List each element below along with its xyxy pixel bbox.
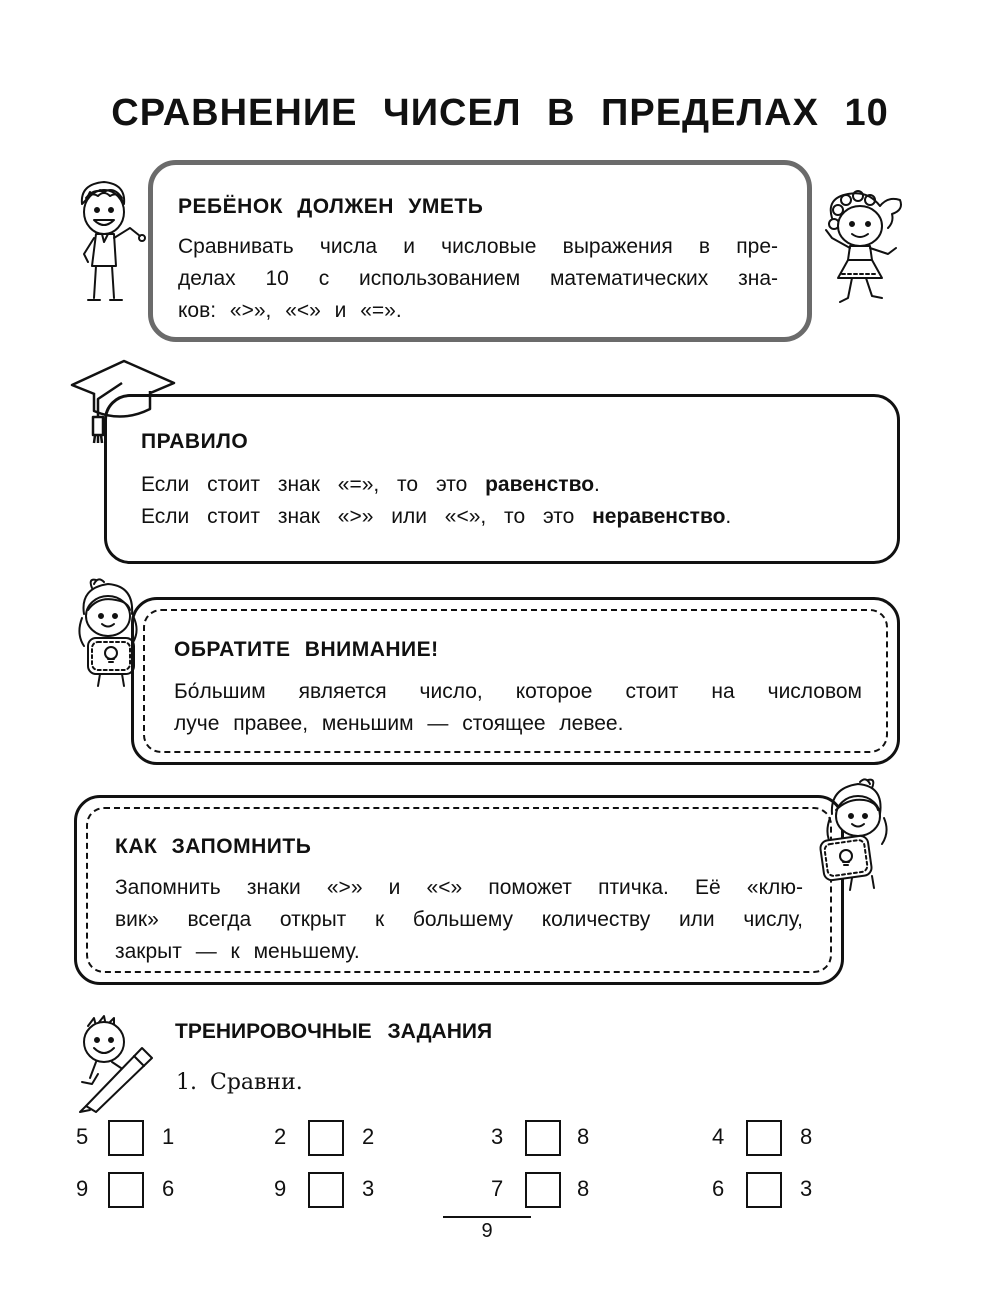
left-number: 7: [491, 1176, 504, 1201]
right-number: 3: [362, 1176, 375, 1201]
answer-box[interactable]: [525, 1120, 561, 1156]
girl-icon: [818, 188, 913, 308]
rule-term-inequality: неравенство: [592, 505, 726, 528]
attention-text: [174, 676, 862, 740]
right-number: 8: [577, 1176, 590, 1201]
rule-line-1: [141, 469, 731, 501]
remember-heading: КАК ЗАПОМНИТЬ: [115, 835, 312, 858]
skills-line-2: делах 10 с использованием математических зна-: [178, 267, 778, 290]
rule-line-2-end: .: [725, 505, 732, 528]
rule-line-2: [141, 501, 731, 533]
right-number: 1: [162, 1124, 175, 1149]
answer-box[interactable]: [746, 1120, 782, 1156]
page-number-rule: [443, 1216, 531, 1218]
rule-line-1-text: Если стоит знак «=», то это: [141, 473, 468, 496]
boy-icon: [70, 178, 150, 308]
girl-with-lightbulb-sign-icon: [818, 774, 898, 894]
rule-box: [104, 394, 900, 564]
attention-line-2: луче правее, меньшим — стоящее левее.: [174, 712, 624, 735]
remember-line-1: Запомнить знаки «>» и «<» поможет птичка. Её «клю-: [115, 876, 803, 899]
remember-line-2: вик» всегда открыт к большему количеству или числу,: [115, 908, 803, 931]
skills-box: [148, 160, 812, 342]
attention-heading: ОБРАТИТЕ ВНИМАНИЕ!: [174, 638, 439, 661]
attention-box: [131, 597, 900, 765]
skills-line-3: ков: «>», «<» и «=».: [178, 299, 402, 322]
training-heading: ТРЕНИРОВОЧНЫЕ ЗАДАНИЯ: [175, 1020, 493, 1043]
left-number: 4: [712, 1124, 725, 1149]
answer-box[interactable]: [308, 1172, 344, 1208]
task-1-prompt: 1. Сравни.: [176, 1070, 303, 1095]
right-number: 8: [577, 1124, 590, 1149]
left-number: 6: [712, 1176, 725, 1201]
attention-line-1: Бо́льшим является число, которое стоит на числовом: [174, 680, 862, 703]
left-number: 2: [274, 1124, 287, 1149]
left-number: 9: [76, 1176, 89, 1201]
right-number: 3: [800, 1176, 813, 1201]
right-number: 6: [162, 1176, 175, 1201]
remember-text: [115, 872, 803, 968]
answer-box[interactable]: [108, 1172, 144, 1208]
remember-line-3: закрыт — к меньшему.: [115, 940, 360, 963]
rule-heading: ПРАВИЛО: [141, 430, 249, 453]
answer-box[interactable]: [525, 1172, 561, 1208]
rule-line-1-end: .: [594, 473, 600, 496]
right-number: 2: [362, 1124, 375, 1149]
answer-box[interactable]: [308, 1120, 344, 1156]
right-number: 8: [800, 1124, 813, 1149]
skills-text: [178, 231, 778, 327]
page-number: 9: [481, 1220, 493, 1242]
remember-box: [74, 795, 844, 985]
left-number: 3: [491, 1124, 504, 1149]
rule-text: [141, 469, 731, 533]
answer-box[interactable]: [108, 1120, 144, 1156]
page-title: СРАВНЕНИЕ ЧИСЕЛ В ПРЕДЕЛАХ 10: [111, 92, 889, 134]
skills-line-1: Сравнивать числа и числовые выражения в пре-: [178, 235, 778, 258]
rule-term-equality: равенство: [485, 473, 595, 496]
left-number: 5: [76, 1124, 89, 1149]
rule-line-2-text: Если стоит знак «>» или «<», то это: [141, 505, 575, 528]
boy-with-pencil-icon: [72, 1012, 162, 1112]
answer-box[interactable]: [746, 1172, 782, 1208]
skills-heading: РЕБЁНОК ДОЛЖЕН УМЕТЬ: [178, 195, 484, 218]
left-number: 9: [274, 1176, 287, 1201]
